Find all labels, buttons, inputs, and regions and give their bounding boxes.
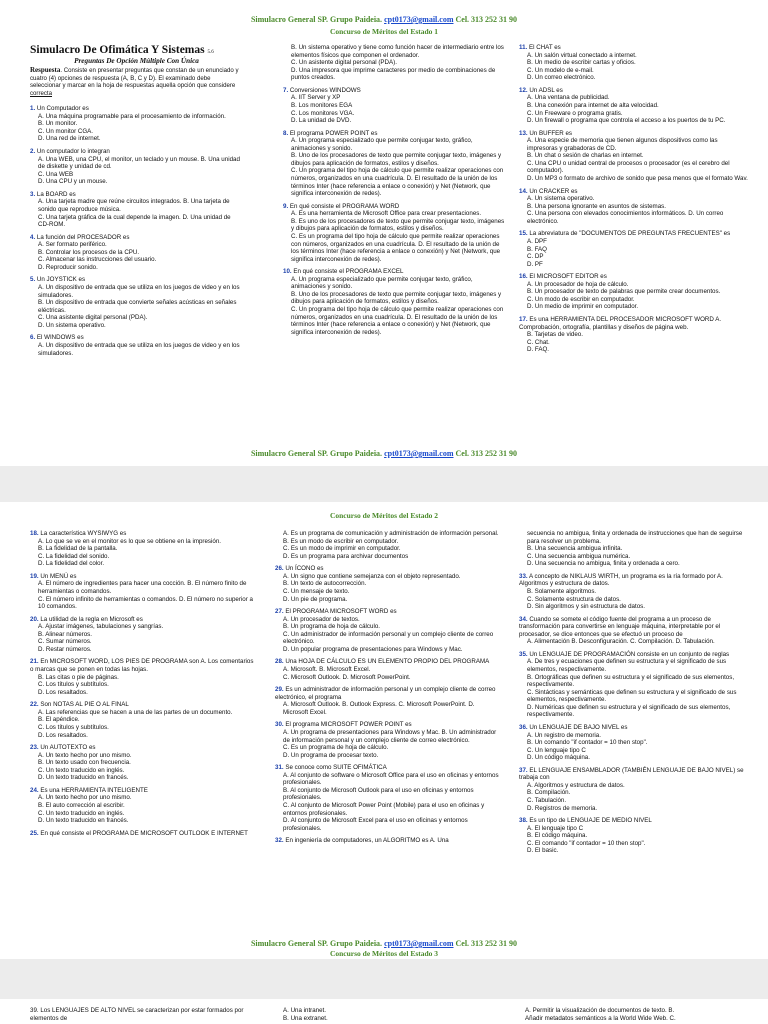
header-title: Simulacro General SP. Grupo Paideia. (250, 15, 383, 24)
question-option: C. DP (527, 253, 544, 261)
question-option: A. Al conjunto de software o Microsoft Office para el uso en oficinas y entornos profesionales. (283, 771, 499, 787)
question-text: 4. La función del PROCESADOR es (30, 233, 130, 241)
question-option: A. Un sistema operativo. (527, 195, 595, 203)
question-number: 12. (519, 86, 528, 94)
question-number: 14. (519, 187, 528, 195)
question-option: A. Un registro de memoria. (527, 731, 601, 739)
question-option: C. Una tarjeta gráfica de la cual depende la imagen. D. Una unidad de CD-ROM. (38, 213, 231, 229)
question-option: D. Un código máquina. (527, 754, 590, 762)
question-list (275, 530, 500, 845)
page-2-subheader: Concurso de Méritos del Estado 2 (329, 511, 439, 520)
question-item (30, 530, 255, 568)
question-option: D. Restar números. (38, 645, 92, 653)
question-option: D. Reproducir sonido. (38, 263, 98, 271)
question-option: D. PF (527, 260, 543, 268)
question-option: C. Un programa del tipo hoja de cálculo que permite realizar operaciones con números, organizados en una cuadrícula. D. El resultado de la unión de los términos Inter (hace referencia a enlace o conexión) y Net (Network, que significa interconexión de redes). (291, 306, 504, 336)
question-option: A. Un texto hecho por uno mismo. (38, 794, 132, 802)
question-text: 37. EL LENGUAJE ENSAMBLADOR (TAMBIÉN LENGUAJE DE BAJO NIVEL) se trabaja con (519, 766, 744, 782)
question-number: 27. (275, 608, 284, 616)
question-option: D. El basic. (527, 847, 559, 855)
question-item (519, 273, 749, 311)
header-phone: Cel. 313 252 31 90 (455, 15, 518, 24)
question-option: D. La unidad de DVD. (291, 117, 352, 125)
question-option: D. Un firewall o programa que controla el acceso a los puertos de tu PC. (527, 117, 726, 125)
question-option: B. El apéndice. (38, 716, 80, 724)
question-option: A. Algoritmos y estructura de datos. (527, 781, 625, 789)
question-option: D. Un programa de procesar texto. (283, 751, 379, 759)
question-option: D. Los resaltados. (38, 731, 88, 739)
question-item (30, 573, 255, 611)
question-option: C. Los títulos y subtítulos. (38, 681, 109, 689)
question-option: A. Microsoft. B. Microsoft Excel. (283, 666, 371, 673)
question-number: 10. (283, 268, 292, 276)
question-option: B. Controlar los procesos de la CPU. (38, 248, 140, 256)
question-option: D. Registros de memoria. (527, 804, 598, 812)
question-option: B. La fidelidad de la pantalla. (38, 545, 118, 553)
question-number: 21. (30, 658, 39, 666)
question-option: A. El lenguaje tipo C (527, 824, 584, 832)
page-1-subheader: Concurso de Méritos del Estado 1 (329, 27, 439, 36)
question-item (30, 276, 243, 329)
question-text: 13. Un BUFFER es (519, 129, 572, 137)
question-option: C. Los monitores VGA. (291, 109, 355, 117)
question-number: 13. (519, 129, 528, 137)
question-option: A. Una ventana de publicidad. (527, 94, 610, 102)
question-option: B. Un texto de autocorrección. (283, 580, 367, 588)
question-number: 31. (275, 764, 284, 772)
page-2-column-1 (30, 530, 255, 932)
question-option: C. Un asistente digital personal (PDA). (291, 59, 397, 67)
question-number: 35. (519, 650, 528, 658)
question-number: 2. (30, 148, 36, 156)
question-item (275, 565, 500, 603)
question-option: A. Ajustar imágenes, tabulaciones y sangrías. (38, 623, 164, 631)
question-item (275, 721, 500, 759)
question-option: C. Un administrador de información personal y un complejo cliente de correo electrónico. (283, 630, 494, 646)
question-number: 8. (283, 129, 289, 137)
question-option: A. Un signo que contiene semejanza con el objeto representado. (283, 572, 461, 580)
question-option: A. Un programa de presentaciones para Windows y Mac. B. Un administrador de información personal y un complejo cliente de correo electrónico. (283, 728, 497, 744)
question-item (275, 837, 500, 845)
question-item (519, 188, 749, 226)
page-3-column-3 (525, 1007, 750, 1024)
question-option: C. Un texto traducido en inglés. (38, 766, 125, 774)
question-option: A. Un programa especializado que permite conjugar texto, gráfico, animaciones y sonido. (291, 137, 473, 152)
question-option: B. Un procesador de texto de palabras que permite crear documentos. (527, 288, 721, 296)
question-option: C. Un modo de escribir en computador. (527, 295, 635, 303)
question-number: 17. (519, 316, 528, 323)
question-number: 32. (275, 837, 284, 845)
question-list (30, 530, 255, 837)
doc-title: Simulacro De Ofimática Y Sistemas 5.6 (30, 44, 214, 56)
question-option: D. Una secuencia no ambigua, finita y ordenada a cero. (527, 560, 680, 568)
question-text: 18. La característica WYSIWYG es (30, 530, 127, 537)
question-item (275, 608, 500, 653)
page-2-column-3 (519, 530, 749, 932)
question-option: D. Un pie de programa. (283, 595, 348, 603)
question-option: A. Las referencias que se hacen a una de las partes de un documento. (38, 708, 233, 716)
question-option: A. Un salón virtual conectado a internet. (527, 51, 637, 59)
question-item (519, 616, 749, 646)
question-number: 5. (30, 276, 36, 284)
question-list (30, 105, 243, 357)
question-option: B. El auto corrección al escribir. (38, 802, 125, 809)
question-item (30, 787, 255, 825)
page-2-footer: Simulacro General SP. Grupo Paideia. cpt0173@gmail.com Cel. 313 252 31 90 (250, 939, 518, 948)
question-option: C. Es un modo de imprimir en computador. (283, 545, 401, 553)
question-option: B. Al conjunto de Microsoft Outlook para el uso en oficinas y entornos profesionales. (283, 786, 474, 802)
question-text: 10. En qué consiste el PROGRAMA EXCEL (283, 268, 404, 276)
page-3-column-1 (30, 1007, 260, 1024)
page-2 (0, 503, 768, 958)
question-option: B. Un monitor. (38, 120, 78, 128)
question-text: 39. Los LENGUAJES DE ALTO NIVEL se caracterizan por estar formados por elementos de (30, 1007, 244, 1022)
question-text: 26. Un ÍCONO es (275, 565, 324, 573)
question-text: 3. La BOARD es (30, 190, 76, 198)
question-text: 38. Es un tipo de LENGUAJE DE MEDIO NIVEL (519, 817, 652, 825)
question-item (519, 44, 749, 82)
page-3 (0, 1000, 768, 1024)
question-option: A. Es una herramienta de Microsoft Office para crear presentaciones. (291, 210, 482, 218)
question-option: D. Numéricas que definen su estructura y el significado de sus elementos, respectivamente. (527, 703, 731, 719)
question-option: D. La fidelidad del color. (38, 560, 105, 568)
question-item (30, 616, 255, 654)
question-option: C. Una WEB (38, 170, 74, 178)
question-number: 15. (519, 230, 528, 238)
question-option: B. Es un modo de escribir en computador. (283, 537, 399, 545)
question-text: 19. Un MENÚ es (30, 572, 77, 580)
question-text: 28. Una HOJA DE CÁLCULO ES UN ELEMENTO PROPIO DEL PROGRAMA (275, 658, 490, 666)
page-gap (0, 466, 768, 502)
question-option: C. Un programa del tipo hoja de cálculo que permite realizar operaciones con números, organizados en una cuadrícula. D. El resultado de la unión de los términos Inter (hace referencia a enlace o conexión) y Net (Network, que significa interconexión de redes). (291, 167, 504, 198)
question-option: B. El código máquina. (527, 832, 588, 840)
question-text: 8. El programa POWER POINT es (283, 129, 378, 137)
question-option: B. Una conexión para internet de alta velocidad. (527, 101, 659, 109)
question-number: 3. (30, 190, 36, 198)
question-number: 23. (30, 744, 39, 752)
question-number: 18. (30, 530, 39, 537)
question-option: C. Un Freeware o programa gratis. (527, 109, 623, 117)
question-option: B. Compilación. (527, 789, 571, 797)
question-option: A. Un texto hecho por uno mismo. (38, 751, 132, 759)
question-option: A. Un procesador de hoja de cálculo. (527, 280, 629, 288)
question-option: A. DPF (527, 237, 547, 245)
question-option: B. Un comando "if contador = 10 then stop". (527, 739, 648, 747)
page-1-column-1 (30, 44, 243, 462)
question-option: Añadir metadatos semánticos a la World Wide Web. C. (525, 1014, 676, 1022)
question-option: A. El número de ingredientes para hacer una cocción. B. El número finito de herramientas o comandos. (38, 580, 247, 595)
page-1-header (0, 15, 768, 24)
question-option: C. Un modelo de e-mail. (527, 66, 594, 74)
question-number: 30. (275, 721, 284, 729)
question-item (30, 701, 255, 739)
question-text: 11. El CHAT es (519, 44, 561, 51)
question-option: D. Un texto traducido en francés. (38, 817, 129, 825)
question-option: B. Una extranet. (283, 1014, 328, 1022)
question-text: 22. Son NOTAS AL PIE O AL FINAL (30, 701, 129, 709)
question-option: C. Un lenguaje tipo C (527, 746, 586, 754)
question-item (519, 316, 749, 354)
question-option: A. Una WEB, una CPU, el monitor, un teclado y un mouse. B. Una unidad de diskette y unidad de cd. (38, 155, 240, 171)
question-option: C. Al conjunto de Microsoft Power Point (Mobile) para el uso en oficinas y entornos profesionales. (283, 802, 485, 817)
question-option: A. Es un programa de comunicación y administración de información personal. (283, 530, 499, 537)
page-3-column-2 (283, 1007, 483, 1024)
question-option: D. Una CPU y un mouse. (38, 178, 108, 186)
question-option: C. La fidelidad del sonido. (38, 552, 110, 560)
question-option: A. Alimentación B. Desconfiguración. C. Compilación. D. Tabulación. (527, 638, 715, 646)
question-number: 33. (519, 572, 528, 580)
question-option: A. Una especie de memoria que tienen algunos dispositivos como las impresoras y grabadoras de CD. (527, 137, 718, 152)
question-item (275, 658, 500, 681)
question-list (283, 44, 508, 336)
question-option: A. Una intranet. (283, 1007, 326, 1014)
header-email[interactable]: cpt0173@gmail.com (384, 15, 454, 24)
question-text: 35. Un LENGUAJE DE PROGRAMACIÓN consiste en un conjunto de reglas (519, 650, 730, 658)
question-number: 36. (519, 723, 528, 731)
question-text: 31. Se conoce como SUITE OFIMÁTICA (275, 764, 387, 772)
question-option: A. Lo que se ve en el monitor es lo que se obtiene en la impresión. (38, 537, 221, 545)
question-option: A. Una tarjeta madre que reúne circuitos integrados. B. Una tarjeta de sonido que reproduce música. (38, 198, 230, 213)
question-option: C. Una secuencia ambigua numérica. (527, 552, 631, 560)
question-text: 24. Es una HERRAMIENTA INTELIGENTE (30, 786, 148, 794)
question-option: A. Un programa especializado que permite conjugar texto, gráfico, animaciones y sonido. (291, 275, 473, 291)
question-item (519, 130, 749, 183)
question-option: C. Un monitor CGA. (38, 127, 94, 135)
question-text: 33. A concepto de NIKLAUS WIRTH, un programa es la ría formado por A. Algoritmos y estructura de datos. (519, 572, 723, 588)
question-option: D. Una red de internet. (38, 135, 101, 143)
question-number: 4. (30, 233, 36, 241)
question-option: A. Microsoft Outlook. B. Outlook Express. C. Microsoft PowerPoint. D. Microsoft Excel. (283, 701, 475, 716)
question-item (519, 817, 749, 855)
question-item (519, 767, 749, 812)
question-option: B. Uno de los procesadores de texto que permite conjugar texto, imágenes y dibujos para aplicación de formatos, estilos y diseños. (291, 152, 502, 167)
question-number: 34. (519, 615, 528, 623)
question-option: C. Sintácticas y semánticas que definen su estructura y el significado de sus elementos, respectivamente. (527, 688, 737, 704)
question-option: A. Ser formato periférico. (38, 241, 107, 249)
question-number: 9. (283, 202, 289, 210)
question-item (275, 530, 500, 560)
question-option: C. El comando "if contador = 10 then stop". (527, 839, 646, 847)
question-option: C. Chat. (527, 338, 550, 346)
question-number: 22. (30, 701, 39, 709)
question-option: D. Un MP3 o formato de archivo de sonido que pesa menos que el formato Wav. (527, 175, 748, 182)
question-item (275, 686, 500, 716)
question-option: C. Una CPU o unidad central de procesos o procesador (es el cerebro del computador). (527, 159, 730, 175)
question-option: B. Tarjetas de video. (527, 331, 583, 339)
question-item (30, 191, 243, 229)
page-gap (0, 959, 768, 999)
question-item (519, 530, 749, 568)
question-text: 29. Es un administrador de información personal y un complejo cliente de correo electrónico, el programa (275, 686, 496, 701)
question-item (30, 334, 243, 357)
question-option: D. Al conjunto de Microsoft Excel para el uso en oficinas y entornos profesionales. (283, 817, 468, 832)
question-text: 1. Un Computador es (30, 105, 89, 113)
question-option: A. Un dispositivo de entrada que se utiliza en los juegos de video y en los simuladores. (38, 341, 240, 357)
question-option: B. Es uno de los procesadores de texto que permite conjugar texto, imágenes y dibujos para aplicación de formatos, estilos y diseños. (291, 217, 505, 233)
question-item (30, 148, 243, 186)
question-option: D. Los resaltados. (38, 688, 88, 696)
doc-intro: Respuesta. Consiste en presentar preguntas que constan de un enunciado y cuatro (4) opciones de respuesta (A, B, C y D). El examinado debe seleccionar y marcar en la hoja de respuestas aquella opción que considere correcta (30, 66, 239, 97)
question-number: 37. (519, 766, 528, 774)
question-text: 9. En qué consiste el PROGRAMA WORD (283, 202, 400, 210)
page-2-column-2 (275, 530, 500, 932)
question-item (283, 203, 508, 264)
question-option: D. Un sistema operativo. (38, 321, 106, 329)
question-text: 2. Un computador lo integran (30, 148, 110, 156)
question-option: C. Un mensaje de texto. (283, 587, 350, 595)
question-item (30, 830, 255, 838)
question-item (283, 130, 508, 198)
question-option: B. Un programa de hoja de cálculo. (283, 623, 380, 631)
question-option: A. Un procesador de textos. (283, 615, 360, 623)
question-option: D. Un popular programa de presentaciones para Windows y Mac. (283, 645, 463, 653)
page-1 (0, 0, 768, 465)
question-option: C. Una asistente digital personal (PDA). (38, 314, 148, 322)
question-option: D. Un medio de imprimir en computador. (527, 303, 639, 311)
question-text: 21. En MICROSOFT WORD, LOS PIES DE PROGRAMA son A. Los comentarios o marcas que se ponen en todas las hojas. (30, 658, 254, 673)
question-number: 1. (30, 105, 36, 113)
question-option: C. Los títulos y subtítulos. (38, 723, 109, 731)
question-option: C. Un texto traducido en inglés. (38, 809, 125, 817)
question-number: 24. (30, 786, 39, 794)
question-number: 11. (519, 44, 528, 51)
question-number: 28. (275, 658, 284, 666)
question-option: A. Permitir la visualización de documentos de texto. B. (525, 1007, 675, 1014)
question-option: A. De tres y ecuaciones que definen su estructura y el significado de sus elementos, respectivamente. (527, 658, 727, 673)
question-item (30, 658, 255, 696)
question-text: 16. El MICROSOFT EDITOR es (519, 273, 607, 281)
question-option: B. Una secuencia ambigua infinita. (527, 545, 623, 553)
question-number: 20. (30, 615, 39, 623)
question-option: B. Solamente algoritmos. (527, 587, 597, 595)
question-text: 34. Cuando se somete el código fuente del programa a un proceso de transformación para convertirse en lenguaje máquina, interpretable por el procesador, se dice entonces que se efectuó un proceso de (519, 615, 721, 638)
question-number: 25. (30, 829, 39, 837)
question-text: 20. La utilidad de la regla en Microsoft es (30, 615, 143, 623)
question-option: C. Tabulación. (527, 797, 567, 804)
question-option: D. Sin algoritmos y sin estructura de datos. (527, 603, 645, 611)
question-text: 12. Un ADSL es (519, 86, 563, 94)
question-list (519, 44, 749, 354)
question-text: 5. Un JOYSTICK es (30, 276, 86, 284)
question-option: C. El número infinito de herramientas o comandos. D. El número no superior a 10 comandos. (38, 595, 253, 611)
question-option: secuencia no ambigua, finita y ordenada de instrucciones que han de seguirse para resolver un problema. (527, 530, 743, 545)
question-option: A. Un dispositivo de entrada que se utiliza en los juegos de video y en los simuladores. (38, 284, 240, 299)
question-option: B. Un sistema operativo y tiene como función hacer de intermediario entre los elementos físicos que componen el ordenador. (291, 44, 504, 59)
question-option: B. Un texto usado con frecuencia. (38, 759, 131, 767)
question-option: A. IIT Server y XP (291, 94, 341, 102)
question-item (519, 573, 749, 611)
question-item (30, 234, 243, 272)
question-option: B. Un chat o sesión de charlas en internet. (527, 152, 644, 160)
question-number: 26. (275, 565, 284, 573)
question-option: B. Un dispositivo de entrada que convierte señales acústicas en señales eléctricas. (38, 299, 237, 314)
question-item (275, 764, 500, 832)
question-option: A. Una máquina programable para el procesamiento de información. (38, 112, 226, 120)
question-option: B. Un medio de escribir cartas y oficios. (527, 59, 636, 67)
question-option: C. Una persona con elevados conocimientos informáticos. D. Un correo electrónico. (527, 210, 724, 225)
question-option: C. Microsoft Outlook. D. Microsoft PowerPoint. (283, 673, 411, 681)
question-text: 25. En qué consiste el PROGRAMA DE MICROSOFT OUTLOOK E INTERNET (30, 829, 248, 837)
question-option: C. Almacenar las instrucciones del usuario. (38, 256, 157, 264)
question-text: 32. En ingeniería de computadores, un ALGORITMO es A. Una (275, 837, 449, 845)
doc-subtitle: Preguntas De Opción Múltiple Con Única (74, 56, 199, 65)
question-number: 7. (283, 86, 289, 94)
question-option: C. Es un programa de hoja de cálculo. (283, 744, 389, 752)
question-option: D. FAQ. (527, 346, 550, 354)
question-option: B. FAQ (527, 245, 547, 253)
question-item (519, 230, 749, 268)
question-option: C. Sumar números. (38, 638, 92, 646)
question-option: D. Un texto traducido en francés. (38, 774, 129, 782)
question-option: B. Los monitores EGA (291, 101, 353, 109)
question-option: B. Ortográficas que definen su estructura y el significado de sus elementos, respectivamente. (527, 673, 735, 689)
question-list (519, 530, 749, 855)
question-item (283, 87, 508, 125)
question-number: 29. (275, 686, 284, 694)
question-option: C. Solamente estructura de datos. (527, 595, 621, 603)
question-option: C. Es un programa del tipo hoja de cálculo que permite realizar operaciones con números, organizados en una cuadrícula. D. El resultado de la unión de los términos Inter (hace referencia a enlace o conexión) y Net (Network, que significa interconexión de redes). (291, 232, 501, 263)
question-number: 16. (519, 273, 528, 281)
question-text: 14. Un CRACKER es (519, 187, 578, 195)
question-number: 19. (30, 572, 39, 580)
question-text: 23. Un AUTOTEXTO es (30, 744, 96, 752)
question-text: 15. La abreviatura de "DOCUMENTOS DE PREGUNTAS FRECUENTES" es (519, 230, 731, 238)
question-option: B. Una persona ignorante en asuntos de sistemas. (527, 202, 666, 210)
question-text: 7. Conversiones WINDOWS (283, 86, 361, 94)
question-option: D. Un correo electrónico. (527, 74, 596, 82)
question-item (30, 105, 243, 143)
question-option: D. Es un programa para archivar documentos (283, 552, 409, 560)
question-option: B. Uno de los procesadores de texto que permite conjugar texto, imágenes y dibujos para aplicación de formatos, estilos y diseños. (291, 290, 502, 306)
question-option: B. Alinear números. (38, 630, 92, 638)
question-item (519, 651, 749, 719)
question-text: 36. Un LENGUAJE DE BAJO NIVEL es (519, 723, 628, 731)
question-item (283, 44, 508, 82)
question-item (519, 724, 749, 762)
question-number: 6. (30, 334, 36, 342)
page-1-column-3 (519, 44, 749, 462)
question-number: 38. (519, 817, 528, 825)
question-text: 6. El WINDOWS es (30, 334, 84, 342)
page-3-subheader: Concurso de Méritos del Estado 3 (329, 949, 439, 958)
question-text: 30. El programa MICROSOFT POWER POINT es (275, 721, 412, 729)
page-1-column-2 (283, 44, 508, 462)
page-1-footer: Simulacro General SP. Grupo Paideia. cpt0173@gmail.com Cel. 313 252 31 90 (250, 449, 518, 458)
question-item (30, 744, 255, 782)
question-text: 17. Es una HERRAMIENTA DEL PROCESADOR MICROSOFT WORD A. Comprobación, ortografía, plantillas y diseños de página web. (519, 316, 722, 331)
question-option: D. Una impresora que imprime caracteres por medio de combinaciones de puntos creados. (291, 66, 496, 82)
question-text: 27. El PROGRAMA MICROSOFT WORD es (275, 608, 397, 616)
question-option: B. Las citas o pie de páginas. (38, 673, 119, 681)
question-item (519, 87, 749, 125)
question-item (283, 268, 508, 336)
